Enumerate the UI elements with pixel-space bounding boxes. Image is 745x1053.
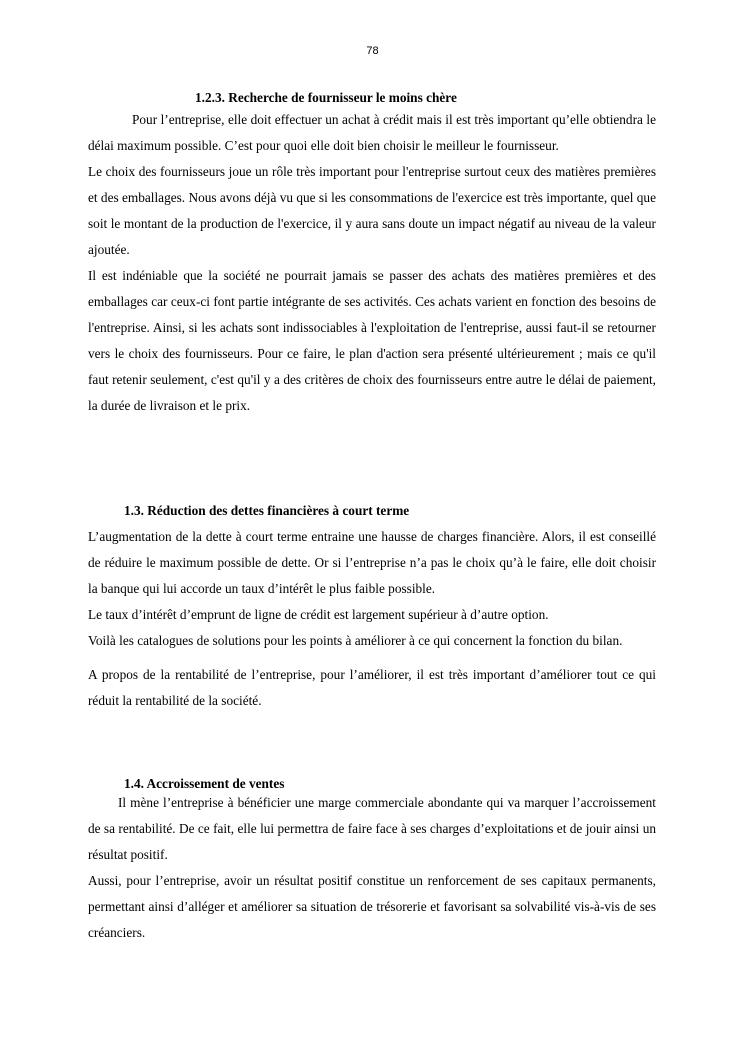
paragraph: A propos de la rentabilité de l’entreprise, pour l’améliorer, il est très important d’améliorer tout ce qui réduit la rentabilité de la société. [88, 667, 656, 708]
section-1-2-3 [88, 88, 656, 419]
section-1-3 [88, 501, 656, 714]
heading-1-2-3: 1.2.3. Recherche de fournisseur le moins chère [195, 90, 457, 105]
heading-1-4: 1.4. Accroissement de ventes [124, 776, 285, 791]
paragraph: L’augmentation de la dette à court terme entraine une hausse de charges financière. Alors, il est conseillé de réduire le maximum possible de dette. Or si l’entreprise n’a pas le choix qu’à le faire, elle doit choisir la banque qui lui accorde un taux d’intérêt le plus faible possible. [88, 529, 656, 596]
paragraph: Le choix des fournisseurs joue un rôle très important pour l'entreprise surtout ceux des matières premières et des emballages. Nous avons déjà vu que si les consommations de l'exercice est très importante, quel que soit le montant de la production de l'exercice, il y aura sans doute un impact négatif au niveau de la valeur ajoutée. [88, 164, 656, 257]
paragraph: Le taux d’intérêt d’emprunt de ligne de crédit est largement supérieur à d’autre option. [88, 607, 549, 622]
paragraph: Pour l’entreprise, elle doit effectuer un achat à crédit mais il est très important qu’elle obtiendra le délai maximum possible. C’est pour quoi elle doit bien choisir le meilleur le fournisseur. [88, 112, 656, 153]
paragraph: Il mène l’entreprise à bénéficier une marge commerciale abondante qui va marquer l’accroissement de sa rentabilité. De ce fait, elle lui permettra de faire face à ses charges d’exploitations et de jouir ainsi un résultat positif. [88, 795, 656, 862]
paragraph: Aussi, pour l’entreprise, avoir un résultat positif constitue un renforcement de ses capitaux permanents, permettant ainsi d’alléger et améliorer sa situation de trésorerie et favorisant sa solvabilité vis-à-vis de ses créanciers. [88, 873, 656, 940]
paragraph: Voilà les catalogues de solutions pour les points à améliorer à ce qui concernent la fonction du bilan. [88, 633, 623, 648]
heading-1-3: 1.3. Réduction des dettes financières à court terme [124, 503, 410, 518]
section-1-4 [88, 774, 656, 946]
page-number: 78 [366, 45, 379, 57]
paragraph: Il est indéniable que la société ne pourrait jamais se passer des achats des matières premières et des emballages car ceux-ci font partie intégrante de ses activités. Ces achats varient en fonction des besoins de l'entreprise. Ainsi, si les achats sont indissociables à l'exploitation de l'entreprise, aussi faut-il se retourner vers le choix des fournisseurs. Pour ce faire, le plan d'action sera présenté ultérieurement ; mais ce qu'il faut retenir seulement, c'est qu'il y a des critères de choix des fournisseurs entre autre le délai de paiement, la durée de livraison et le prix. [88, 268, 656, 413]
